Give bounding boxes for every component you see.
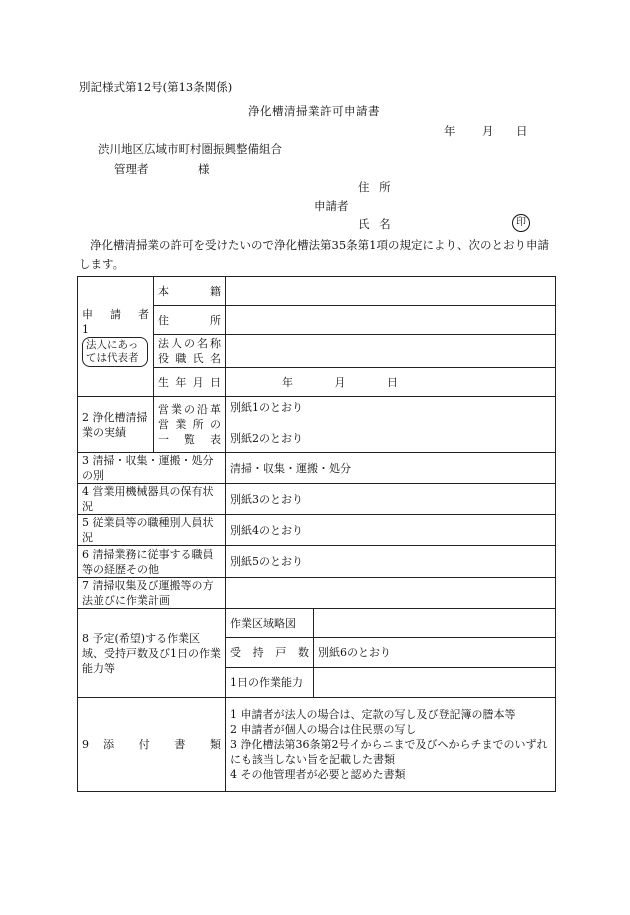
honseki-value[interactable] — [226, 277, 556, 306]
addressee-organization: 渋川地区広域市町村圏振興整備組合 — [98, 142, 282, 156]
birth-day-label: 日 — [387, 375, 398, 389]
attachment-item: 2 申請者が個人の場合は住民票の写し — [230, 723, 417, 736]
date-year-label: 年 — [444, 124, 456, 138]
date-month-label: 月 — [482, 124, 494, 138]
birthdate-label-cell — [154, 368, 226, 397]
yakushoku-label: 役 職 氏 名 — [158, 352, 221, 365]
sec1-label-cell — [78, 277, 154, 397]
form-title: 浄化槽清掃業許可申請書 — [248, 104, 380, 118]
sec1-number: 1 — [82, 322, 89, 336]
sec6-value: 別紙5のとおり — [226, 546, 556, 578]
form-number: 別記様式第12号(第13条関係) — [79, 80, 233, 94]
ukemochi-value: 別紙6のとおり — [314, 638, 556, 668]
sec2-label-cell: 2 浄化槽清掃業の実績 — [78, 397, 154, 453]
sec4-value: 別紙3のとおり — [226, 484, 556, 515]
sec3-value: 清掃・収集・運搬・処分 — [226, 453, 556, 484]
jusho-label: 住 所 — [158, 313, 221, 327]
jusho-label-cell — [154, 306, 226, 335]
honseki-label: 本 籍 — [158, 284, 221, 298]
sagyo-kuiki-value[interactable] — [314, 609, 556, 638]
jusho-value[interactable] — [226, 306, 556, 335]
hojin-label-cell — [154, 335, 226, 368]
eigyosho-label: 営 業 所 の — [158, 418, 221, 431]
sec2-values — [226, 397, 556, 453]
birth-month-label: 月 — [334, 375, 346, 389]
sec5-value: 別紙4のとおり — [226, 515, 556, 546]
applicant-address-label: 住 所 — [358, 180, 394, 194]
ukemochi-label-cell — [226, 638, 314, 668]
applicant-name-label: 氏 名 — [358, 217, 394, 231]
sec3-label: 3 清掃・収集・運搬・処分の別 — [78, 453, 226, 484]
sec2-value1: 別紙1のとおり — [230, 401, 303, 414]
sec2-sublabels — [154, 397, 226, 453]
nouryoku-label: 1日の作業能力 — [226, 668, 314, 698]
sec5-label: 5 従業員等の職種別人員状況 — [78, 515, 226, 546]
birthdate-value[interactable] — [226, 368, 556, 397]
sec7-value[interactable] — [226, 578, 556, 609]
attachment-item: 1 申請者が法人の場合は、定款の写し及び登記簿の謄本等 — [230, 708, 516, 721]
hojin-value[interactable] — [226, 335, 556, 368]
addressee-manager: 管理者 — [114, 162, 149, 176]
sec9-label-cell — [78, 698, 226, 792]
sec1-label: 申 請 者 — [82, 307, 149, 321]
application-table — [77, 276, 556, 792]
sec8-label: 8 予定(希望)する作業区域、受持戸数及び1日の作業能力等 — [78, 609, 226, 698]
birthdate-label: 生 年 月 日 — [158, 375, 221, 389]
body-text: 浄化槽清掃業の許可を受けたいので浄化槽法第35条第1項の規定により、次のとおり申請します。 — [79, 238, 549, 271]
sec4-label: 4 営業用機械器具の保有状況 — [78, 484, 226, 515]
sec2-value2: 別紙2のとおり — [230, 432, 303, 445]
attachment-item: 3 浄化槽法第36条第2号イからニまで及びヘからチまでのいずれにも該当しない旨を記載した書類 — [230, 738, 548, 766]
sec1-paren-note: 法人にあっては代表者 — [82, 337, 148, 367]
sec9-label: 9 添 付 書 類 — [82, 738, 221, 751]
honseki-label-cell — [154, 277, 226, 306]
birth-year-label: 年 — [282, 375, 293, 389]
sec6-label: 6 清掃業務に従事する職員等の経歴その他 — [78, 546, 226, 578]
seal-mark: 印 — [512, 214, 530, 232]
ichiranhyo-label: 一 覧 表 — [158, 433, 221, 446]
applicant-label: 申請者 — [314, 199, 349, 213]
ukemochi-label: 受 持 戸 数 — [230, 646, 309, 659]
enkaku-label: 営業の沿革 — [158, 403, 221, 416]
sagyo-kuiki-label: 作業区域略図 — [226, 609, 314, 638]
addressee-honorific: 様 — [198, 162, 210, 176]
nouryoku-value[interactable] — [314, 668, 556, 698]
sec7-label: 7 清掃収集及び運搬等の方法並びに作業計画 — [78, 578, 226, 609]
attachment-item: 4 その他管理者が必要と認めた書類 — [230, 768, 406, 781]
attachment-list — [226, 698, 556, 792]
hojin-name-label: 法人の名称 — [158, 337, 221, 350]
date-day-label: 日 — [516, 124, 528, 138]
